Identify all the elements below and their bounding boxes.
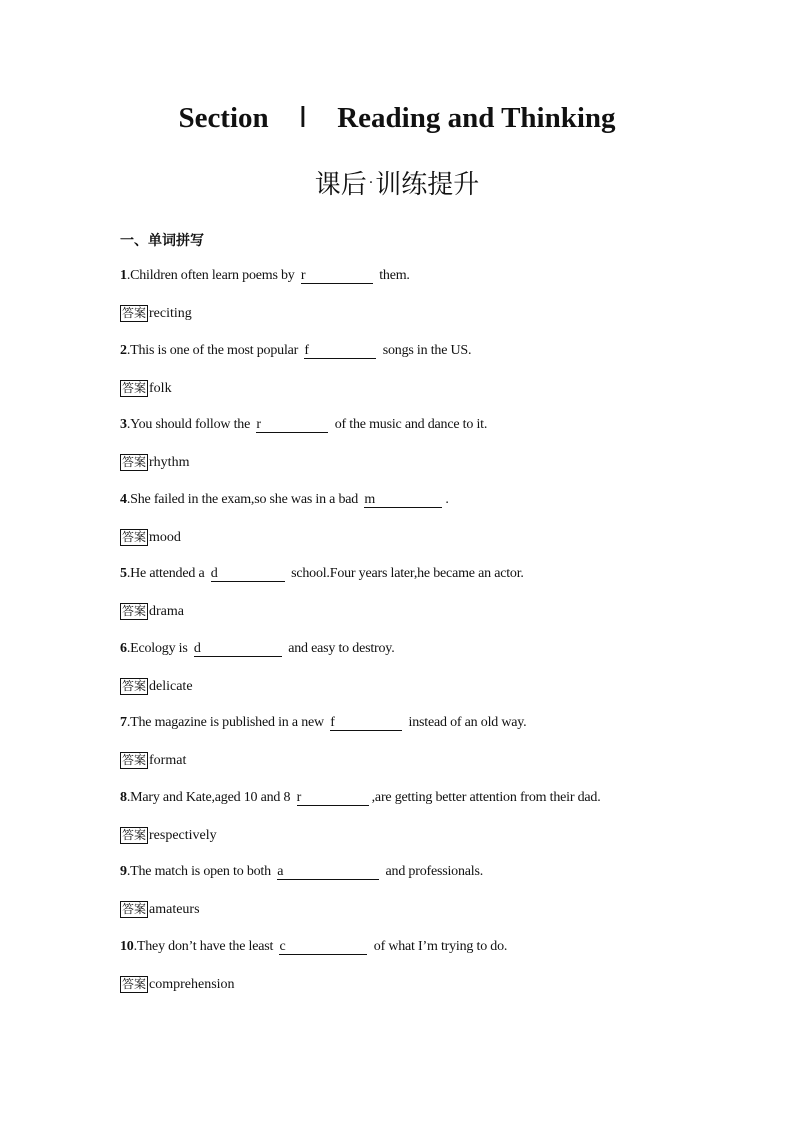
question-text-after: . (445, 492, 449, 507)
question-number: 4 (120, 492, 127, 507)
answer-text: amateurs (149, 901, 200, 917)
question-text-before: .The magazine is published in a new (126, 715, 328, 730)
answer-text: reciting (149, 305, 192, 321)
answer-blank: m (364, 493, 442, 508)
answer-line (120, 454, 189, 471)
answer-line (120, 678, 193, 695)
question-text-after: and professionals. (382, 864, 484, 879)
answer-line (120, 901, 200, 918)
answer-blank: f (304, 344, 376, 359)
title-section: Section (178, 102, 269, 134)
answer-blank: c (279, 940, 367, 955)
question-text-after: songs in the US. (379, 343, 472, 358)
question-text-before: .They don’t have the least (133, 939, 277, 954)
answer-label-box: 答案 (122, 455, 147, 469)
question-text-before: .He attended a (126, 566, 208, 581)
question-number: 1 (120, 268, 127, 283)
question-text-after: ,are getting better attention from their dad. (371, 790, 601, 805)
question-text-after: and easy to destroy. (284, 641, 395, 656)
answer-label-box: 答案 (122, 828, 147, 842)
answer-label-box: 答案 (122, 530, 147, 544)
answer-blank: r (297, 791, 369, 806)
question-text-after: them. (375, 268, 410, 283)
answer-blank: r (256, 418, 328, 433)
answer-label-box: 答案 (122, 306, 147, 320)
answer-blank: f (330, 716, 402, 731)
question-number: 3 (120, 417, 127, 432)
question-item (120, 343, 471, 359)
question-number: 9 (120, 864, 127, 879)
question-text-before: .Ecology is (126, 641, 191, 656)
question-text-after: school.Four years later,he became an actor. (287, 566, 524, 581)
question-item (120, 417, 487, 433)
section-heading: 一、单词拼写 (120, 233, 204, 249)
title-reading-thinking: Reading and Thinking (337, 102, 616, 134)
question-item (120, 492, 449, 508)
question-item (120, 268, 410, 284)
answer-label-box: 答案 (122, 604, 147, 618)
question-item (120, 790, 601, 806)
answer-label-box: 答案 (122, 753, 147, 767)
answer-line (120, 827, 217, 844)
answer-text: rhythm (149, 454, 190, 470)
answer-label-box: 答案 (122, 902, 147, 916)
answer-line (120, 603, 184, 620)
question-text-before: .Children often learn poems by (126, 268, 298, 283)
answer-label-box: 答案 (122, 381, 147, 395)
answer-text: drama (149, 603, 184, 619)
page-subtitle (0, 164, 794, 201)
question-text-before: .She failed in the exam,so she was in a bad (126, 492, 362, 507)
question-item (120, 715, 526, 731)
answer-line (120, 529, 181, 546)
answer-blank: a (277, 865, 379, 880)
title-roman-numeral: Ⅰ (298, 102, 308, 134)
subtitle-right: 训练提升 (375, 170, 480, 200)
answer-text: format (149, 752, 187, 768)
question-text-after: of what I’m trying to do. (370, 939, 508, 954)
answer-line (120, 976, 235, 993)
answer-label-box: 答案 (122, 679, 147, 693)
subtitle-left: 课后 (314, 170, 367, 200)
answer-blank: d (211, 567, 285, 582)
question-number: 8 (120, 790, 127, 805)
question-text-before: .Mary and Kate,aged 10 and 8 (126, 790, 294, 805)
question-text-after: of the music and dance to it. (331, 417, 488, 432)
answer-line (120, 305, 192, 322)
question-item (120, 566, 524, 582)
answer-text: mood (149, 529, 181, 545)
question-item (120, 864, 483, 880)
question-item (120, 939, 507, 955)
answer-label-box: 答案 (122, 977, 147, 991)
subtitle-dot: · (368, 175, 374, 191)
question-number: 2 (120, 343, 127, 358)
answer-text: respectively (149, 827, 217, 843)
answer-text: folk (149, 380, 172, 396)
page-title (0, 100, 794, 135)
answer-blank: r (301, 269, 373, 284)
answer-line (120, 380, 172, 397)
question-number: 6 (120, 641, 127, 656)
answer-text: delicate (149, 678, 193, 694)
question-text-before: .The match is open to both (126, 864, 275, 879)
question-number: 7 (120, 715, 127, 730)
answer-blank: d (194, 642, 282, 657)
question-number: 5 (120, 566, 127, 581)
question-text-before: .This is one of the most popular (126, 343, 302, 358)
question-text-before: .You should follow the (126, 417, 254, 432)
question-text-after: instead of an old way. (405, 715, 527, 730)
answer-line (120, 752, 186, 769)
answer-text: comprehension (149, 976, 235, 992)
question-number: 10 (120, 939, 134, 954)
question-item (120, 641, 395, 657)
